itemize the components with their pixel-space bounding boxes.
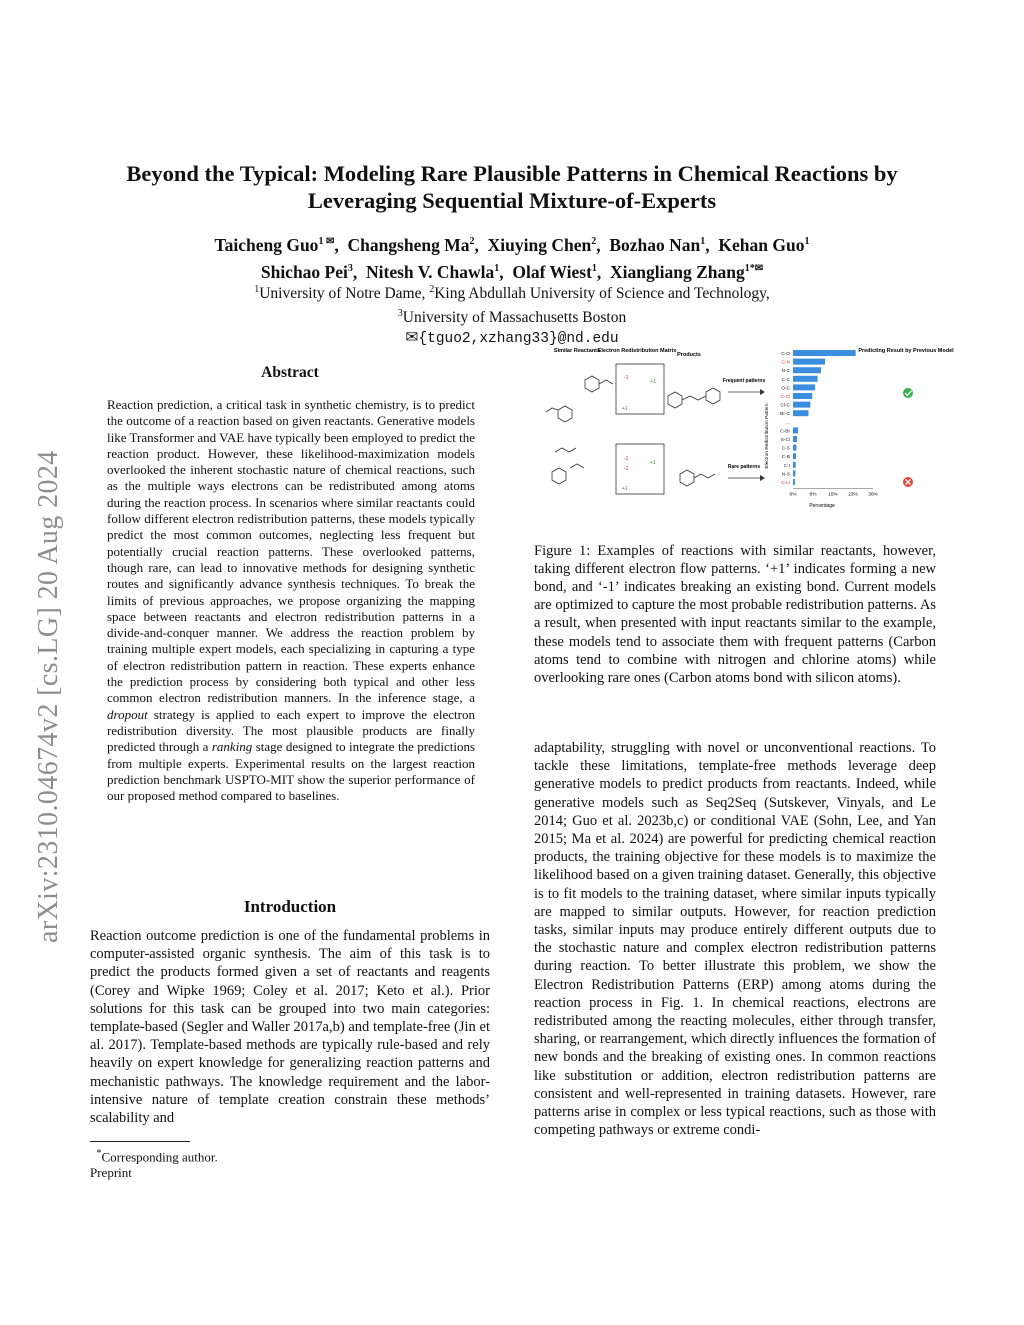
author: Changsheng Ma$^2$ — [347, 234, 475, 255]
product-molecule-top — [668, 388, 720, 408]
reactant-molecule-bottom — [552, 448, 584, 484]
abstract-body: Reaction prediction, a critical task in synthetic chemistry, is to predict the outcome of a reaction based on given reactants. Generative models like Transformer and VAE have typically been employed to predict the reaction product. However, these likelihood-maximization models overlooked the inherent stochastic nature of chemical reactions, such as the multiple ways electrons can be redistributed among atoms during the reaction process. In scenarios where similar reactants could follow different electron redistribution patterns, these models typically predict the most common outcomes, neglecting less frequent but potentially crucial reaction patterns. These overlooked patterns, though rare, can lead to innovative methods for designing synthetic routes and significantly advance synthesis techniques. To break the limits of previous approaches, we propose organizing the mapping space between reactants and electron redistribution patterns in a divide-and-conquer manner. We address the reaction problem by training multiple expert models, each specializing in capturing a type of electron redistribution pattern in reaction. These experts enhance the prediction process by considering both typical and other less common electron redistribution manners. In the inference stage, a dropout strategy is applied to each expert to improve the electron redistribution diversity. The most plausible products are finally predicted through a ranking stage designed to integrate the predictions from multiple experts. Experimental results on the largest reaction prediction benchmark USPTO-MIT show the superior performance of our proposed method compared to baselines. — [107, 397, 476, 804]
introduction-body: Reaction outcome prediction is one of the fundamental problems in computer-assisted organic synthesis. The aim of this task is to predict the products formed given a set of reactants and reagents (Corey and Wipke 1969; Coley et al. 2017; Keto et al.). Prior solutions for this task can be grouped into two main categories: template-based (Segler and Waller 2017a,b) and template-free (Jin et al. 2017). Template-based methods are typically rule-based and rely heavily on expert knowledge for generalizing reaction patterns and mechanistic pathways. The knowledge requirement and the labor-intensive nature of template creation constrain these methods’ scalability and — [90, 928, 490, 1127]
title-line-2: Leveraging Sequential Mixture-of-Experts — [307, 188, 717, 213]
affiliations: $^1$University of Notre Dame, $^2$King Abdullah University of Science and Technology, $^3$University of Massachusetts Boston ✉{tguo2,xzhang33}@nd.edu — [254, 284, 770, 348]
chart-category-label: C-O — [781, 352, 790, 357]
chart-tick-label: 0% — [789, 492, 797, 498]
arrowhead — [760, 475, 765, 481]
chart-bar — [793, 445, 796, 451]
minus-one-label: -1 — [624, 466, 629, 472]
footnote-rule — [90, 1141, 190, 1142]
check-icon — [903, 388, 913, 398]
chart-category-label: S-Cl — [780, 438, 790, 443]
plus-one-label: +1 — [650, 379, 656, 385]
arrowhead — [760, 389, 765, 395]
author: Xiangliang Zhang$^{1*✉}$ — [610, 261, 764, 282]
label-rare-patterns: Rare patterns — [727, 464, 761, 470]
chart-bar — [793, 367, 821, 373]
chart-bar — [793, 359, 825, 365]
affiliation: University of Notre Dame, — [259, 285, 430, 303]
author-list: Taicheng Guo$^{1 ✉}$, Changsheng Ma$^2$, Xiuying Chen$^2$, Bozhao Nan$^1$, Kehan Guo$^1$ Shichao Pei$^3$, Nitesh V. Chawla$^1$, Olaf Wiest$^1$, Xiangliang Zhang$^{1*✉}$ — [214, 234, 810, 282]
mail-icon: ✉ — [405, 329, 419, 347]
cross-icon — [903, 477, 913, 487]
title-line-1: Beyond the Typical: Modeling Rare Plausible Patterns in Chemical Reactions by — [126, 161, 898, 186]
label-erm: Electron Redistribution Matrix — [597, 348, 677, 354]
arxiv-identifier: arXiv:2310.04674v2 [cs.LG] 20 Aug 2024 — [33, 450, 64, 943]
chart-bar — [793, 453, 796, 459]
reactant-molecule-top — [546, 376, 613, 422]
erp-bar-chart — [764, 350, 879, 509]
affiliation: King Abdullah University of Science and Technology, — [434, 285, 770, 303]
label-predicting: Predicting Result by Previous Model — [858, 348, 954, 354]
author: Nitesh V. Chawla$^1$ — [366, 261, 500, 282]
author: Taicheng Guo$^{1 ✉}$ — [214, 234, 335, 255]
chart-category-label: C-B — [781, 455, 790, 461]
chart-bar — [793, 393, 812, 399]
plus-one-label: +1 — [650, 460, 656, 466]
chart-category-label: N-S — [781, 472, 790, 478]
chart-category-label: C-Li — [781, 481, 790, 486]
chart-category-label: Cl-C — [780, 403, 790, 409]
chart-category-label: C-C — [781, 377, 790, 383]
introduction-heading: Introduction — [243, 897, 337, 916]
chart-tick-label: 23% — [848, 492, 858, 498]
figure-1 — [540, 340, 954, 510]
author: Xiuying Chen$^2$ — [487, 234, 597, 255]
chart-category-label: C-Br — [780, 429, 790, 435]
chart-bar — [793, 350, 856, 356]
chart-bar — [793, 384, 815, 390]
chart-bar — [793, 402, 810, 408]
email[interactable]: {tguo2,xzhang33}@nd.edu — [418, 331, 619, 348]
author: Bozhao Nan$^1$ — [609, 234, 706, 255]
chart-category-label: C-I — [783, 463, 790, 469]
label-similar-reactants: Similar Reactants — [553, 348, 601, 354]
figure-1-graphic — [540, 340, 954, 510]
chart-bar — [793, 436, 797, 442]
erm-matrix-bottom — [616, 444, 664, 494]
preprint-label: Preprint — [90, 1165, 132, 1181]
affiliation: University of Massachusetts Boston — [402, 309, 627, 327]
chart-category-label: Br-C — [780, 412, 790, 418]
footnote: *Corresponding author. Preprint — [90, 1148, 218, 1181]
minus-one-label: -1 — [624, 375, 629, 381]
minus-one-label: -1 — [624, 456, 629, 462]
chart-category-label: C-N — [781, 360, 790, 366]
chart-tick-label: 15% — [828, 492, 838, 498]
plus-one-label: +1 — [622, 406, 628, 412]
chart-tick-label: 30% — [868, 492, 878, 498]
chart-bar — [793, 410, 808, 416]
chart-x-axis-label: Percentage — [809, 503, 835, 509]
label-frequent-patterns: Frequent patterns — [722, 378, 766, 384]
author: Kehan Guo$^1$ — [718, 234, 810, 255]
chart-bar — [793, 376, 818, 382]
label-products: Products — [677, 352, 701, 358]
product-molecule-bottom — [680, 470, 715, 486]
chart-category-label: O-C — [781, 386, 790, 392]
chart-category-label: N-C — [781, 369, 790, 375]
figure-1-caption: Figure 1: Examples of reactions with similar reactants, however, taking different electron flow patterns. ‘+1’ indicates forming a new bond, and ‘-1’ indicates breaking an existing bond. Current models are optimized to capture the most probable redistribution patterns. As a result, when presented with input reactants similar to the example, these models tend to associate them with frequent patterns (Carbon atoms tend to combine with nitrogen and chlorine atoms) while overlooking rare ones (Carbon atoms bond with silicon atoms). — [534, 542, 936, 686]
paper-title — [80, 160, 944, 214]
author: Olaf Wiest$^1$ — [512, 261, 597, 282]
erm-matrix-top — [616, 364, 664, 414]
chart-tick-label: 8% — [809, 492, 817, 498]
chart-bar — [793, 470, 795, 476]
chart-y-axis-label: Electron Redistribution Pattern — [765, 403, 770, 469]
abstract-heading: Abstract — [261, 364, 319, 381]
chart-category-label: C-S — [781, 446, 790, 452]
author: Shichao Pei$^3$ — [260, 261, 353, 282]
plus-one-label: +1 — [622, 486, 628, 492]
chart-bar — [793, 462, 796, 468]
right-column-body: adaptability, struggling with novel or unconventional reactions. To tackle these limitations, template-free methods leverage deep generative models to predict products from reactants. Indeed, while generative models such as Seq2Seq (Sutskever, Vinyals, and Le 2014; Guo et al. 2023b,c) or conditional VAE (Sohn, Lee, and Yan 2015; Ma et al. 2024) are powerful for predicting chemical reaction products, the training objective for these models is to maximize the likelihood based on a given training dataset. Generally, this objective is to fit models to the training dataset, where similar inputs typically are mapped to similar outputs. However, for reaction prediction tasks, similar inputs may produce entirely different outputs due to the stochastic nature and complex electron redistribution patterns during reaction. To better illustrate this problem, we show the Electron Redistribution Patterns (ERP) among atoms during the reaction process in Fig. 1. In chemical reactions, electrons are redistributed among the reacting molecules, either through transfer, sharing, or rearrangement, which directly influences the formation of new bonds and the breaking of existing ones. In common reactions like substitution or addition, electron redistribution patterns are consistent and well-represented in training datasets. However, rare patterns arise in complex or less typical reactions, such as those with competing pathways or extreme condi- — [534, 740, 936, 1139]
chart-category-label: C-Cl — [780, 395, 790, 400]
chart-bar — [793, 479, 795, 485]
chart-category-label: ... — [786, 420, 790, 426]
chart-bar — [793, 427, 798, 433]
